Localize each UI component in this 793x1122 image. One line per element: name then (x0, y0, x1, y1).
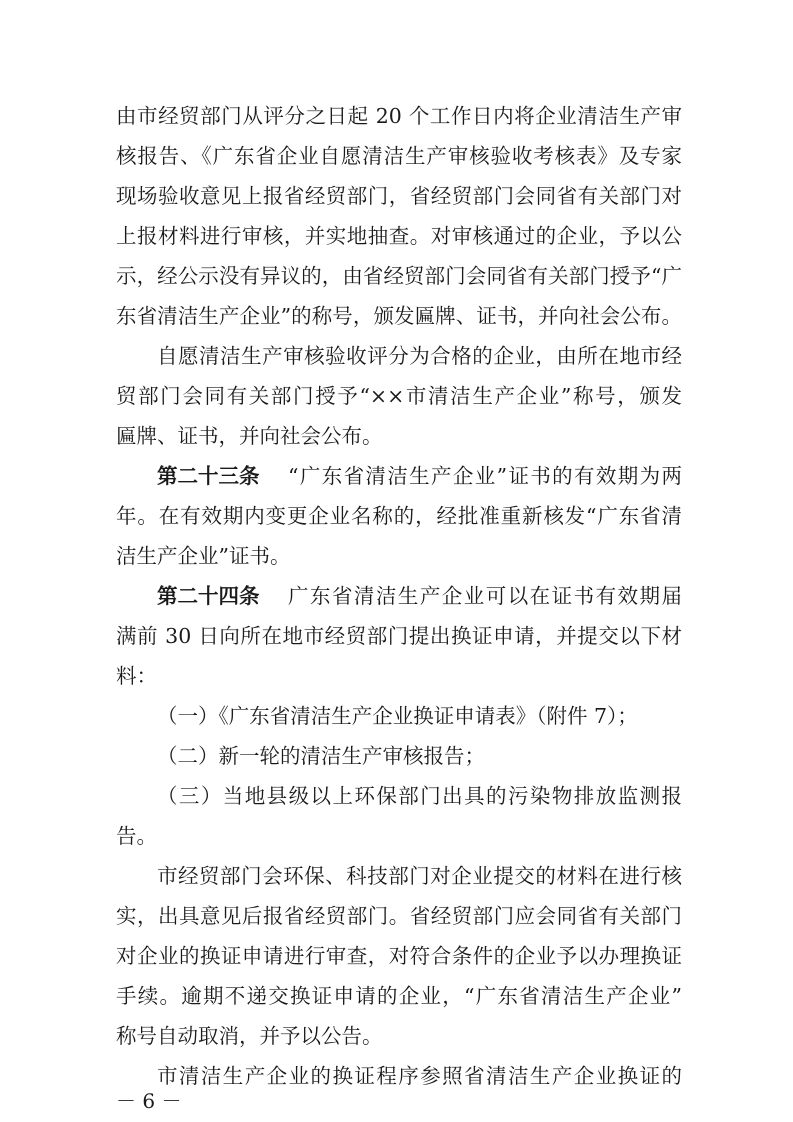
text-line: 手续。逾期不递交换证申请的企业，“广东省清洁生产企业” (116, 984, 682, 1008)
text-line: “广东省清洁生产企业”证书的有效期为两 (288, 464, 682, 488)
text-line: 上报材料进行审核，并实地抽查。对审核通过的企业，予以公 (116, 224, 682, 248)
text-line: 市清洁生产企业的换证程序参照省清洁生产企业换证的 (157, 1064, 682, 1088)
text-line: 核报告、《广东省企业自愿清洁生产审核验收考核表》及专家 (116, 144, 682, 168)
article-heading-24: 第二十四条 (157, 584, 260, 608)
text-line: 广东省清洁生产企业可以在证书有效期届 (288, 584, 682, 608)
text-line: 市经贸部门会环保、科技部门对企业提交的材料在进行核 (157, 864, 682, 888)
list-item: （三）当地县级以上环保部门出具的污染物排放监测报 (157, 784, 682, 808)
text-line: 年。在有效期内变更企业名称的，经批准重新核发“广东省清 (116, 504, 682, 528)
page-number: － 6 － (116, 1089, 182, 1113)
text-line: 满前 30 日向所在地市经贸部门提出换证申请，并提交以下材 (116, 624, 682, 648)
text-line: 实，出具意见后报省经贸部门。省经贸部门应会同省有关部门 (116, 904, 682, 928)
article-heading-23: 第二十三条 (157, 464, 260, 488)
list-item: （一）《广东省清洁生产企业换证申请表》（附件 7）； (157, 704, 638, 728)
text-line: 贸部门会同有关部门授予“××市清洁生产企业”称号，颁发 (116, 384, 682, 408)
text-line: 自愿清洁生产审核验收评分为合格的企业，由所在地市经 (157, 344, 682, 368)
text-line: 告。 (116, 824, 157, 848)
text-line: 现场验收意见上报省经贸部门，省经贸部门会同省有关部门对 (116, 184, 682, 208)
text-line: 由市经贸部门从评分之日起 20 个工作日内将企业清洁生产审 (116, 104, 682, 128)
text-line: 对企业的换证申请进行审查，对符合条件的企业予以办理换证 (116, 944, 682, 968)
text-line: 东省清洁生产企业”的称号，颁发匾牌、证书，并向社会公布。 (116, 304, 682, 328)
text-line: 洁生产企业”证书。 (116, 544, 291, 568)
text-line: 匾牌、证书，并向社会公布。 (116, 424, 383, 448)
list-item: （二）新一轮的清洁生产审核报告； (157, 744, 485, 768)
text-line: 示，经公示没有异议的，由省经贸部门会同省有关部门授予“广 (116, 264, 682, 288)
text-line: 料： (116, 664, 157, 688)
text-line: 称号自动取消，并予以公告。 (116, 1024, 383, 1048)
